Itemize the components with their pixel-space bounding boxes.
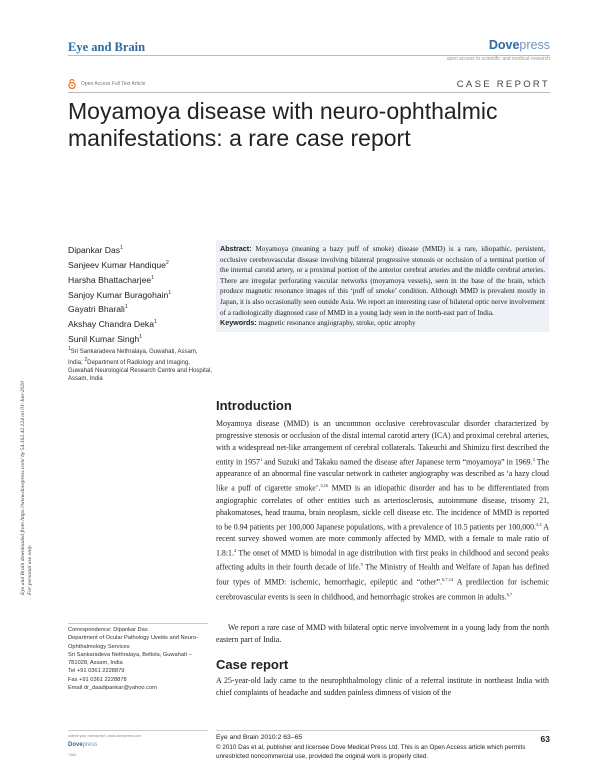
citation-ref[interactable]: 6,7,14	[441, 577, 454, 582]
download-watermark-line1: Eye and Brain downloaded from https://www.dovepress.com/ by 54.162.42.124 on 01-Jun-2020	[20, 381, 26, 595]
citation-ref[interactable]: 1	[259, 456, 263, 462]
author-sup: 1	[124, 304, 128, 311]
correspondence	[68, 626, 208, 692]
intro-text: A predilection for ischemic cerebrovascular events is seen in childhood, and hemorrhagic strokes are common in adults.	[216, 577, 549, 602]
author	[68, 301, 208, 316]
footer-publisher-logo	[68, 742, 97, 748]
author	[68, 272, 208, 287]
citation-ref[interactable]: 4	[233, 547, 237, 553]
correspondence-name: Correspondence: Dipankar Das	[68, 627, 148, 633]
citation-ref[interactable]: 6,7	[506, 591, 513, 597]
keywords-label: Keywords:	[220, 318, 257, 328]
author-name: Dipankar Das	[68, 244, 121, 255]
author-sup: 1	[168, 289, 172, 296]
author-name: Harsha Bhattacharjee	[68, 274, 152, 285]
affiliation-text: Sri Sankaradeva Nethralaya, Guwahati, Assam, India;	[68, 349, 198, 366]
publisher-tagline: open access to scientific and medical research	[446, 56, 550, 62]
author-name: Akshay Chandra Deka	[68, 319, 154, 330]
copyright-notice: © 2010 Das et al, publisher and licensee Dove Medical Press Ltd. This is an Open Access article which permits unrestricted noncommercial use, provided the original work is properly cited.	[216, 744, 526, 760]
footer-rule-left	[68, 730, 208, 731]
case-report-paragraph: A 25-year-old lady came to the neurophthalmology clinic of a referral institute in northeast India with chief complaints of headache and sudden painless dimness of vision of the	[216, 676, 549, 697]
citation-ref[interactable]: 3,16	[320, 483, 329, 489]
title-rule	[68, 92, 550, 93]
correspondence-dept: Department of Ocular Pathology Uveitis and Neuro-Ophthalmology Services	[68, 635, 198, 650]
author-name: Sunil Kumar Singh	[68, 334, 140, 345]
open-access-row	[68, 79, 145, 89]
affiliations	[68, 345, 213, 383]
author	[68, 331, 208, 346]
author-list	[68, 242, 208, 346]
correspondence-email[interactable]: Email dr_daadipankar@yahoo.com	[68, 685, 157, 692]
author-name: Sanjoy Kumar Buragohain	[68, 289, 169, 300]
introduction-paragraph-2: We report a rare case of MMD with bilateral optic nerve involvement in a young lady from the north eastern part of India.	[216, 623, 549, 644]
citation-ref[interactable]: 5	[360, 562, 363, 568]
author-sup: 2	[165, 259, 169, 266]
correspondence-fax: Fax +91 0361 2228878	[68, 676, 127, 683]
footer-rule-right	[216, 730, 549, 731]
intro-text: MMD is an idiopathic disorder and has to be differentiated from angiographic correlates of other entities such as arteriosclerosis, autoimmune disease, trisomy 21, phakomatoses, head trauma, brain neoplasm, sickle cell disease etc. The incidence of MMD is reported to be 0.94 patients per 100,000 Japanese populations, with a prevalence of 10.5 patients per 100,000.	[216, 483, 549, 532]
footer-citation: Eye and Brain 2010:2 63–65	[216, 734, 303, 741]
download-watermark	[20, 305, 32, 595]
author-sup: 1	[153, 319, 157, 326]
author-name: Sanjeev Kumar Handique	[68, 259, 166, 270]
affiliation-sup: 2	[84, 357, 88, 363]
publisher-logo	[489, 38, 550, 52]
download-watermark-line2: For personal use only.	[26, 544, 33, 595]
affiliation-sup: 1	[68, 346, 71, 352]
author-sup: 1	[120, 245, 123, 251]
author	[68, 242, 208, 257]
author-sup: 1	[139, 334, 142, 341]
abstract-text: Moyamoya (meaning a hazy puff of smoke) disease (MMD) is a rare, idiopathic, persistent, occlusive cerebrovascular disease involving bilateral progressive stenosis or occlusion of a terminal portion of the internal carotid artery, or a proximal portion of the anterior cerebral arteries and the middle cerebral arteries. There are irregular perforating vascular networks (moyamoya vessels), seen in the base of the brain, which produce magnetic resonance images of this ‘puff of smoke’ condition. Although MMD is prevalent mostly in Japan, it is also occasionally seen outside Asia. We report an interesting case of bilateral optic nerve involvement of a radiologically diagnosed case of MMD in a young lady seen in the north-east part of India.	[220, 245, 545, 317]
correspondence-address: Sri Sankaradeva Nethralaya, Beltola, Guwahati – 781028, Assam, India	[68, 651, 192, 667]
section-heading-case-report: Case report	[216, 657, 289, 672]
intro-text: The onset of MMD is bimodal in age distribution with first peaks in childhood and second peaks affecting adults in their fourth decade of life.	[216, 548, 549, 573]
footer-logo-light: press	[82, 742, 98, 748]
article-type: CASE REPORT	[456, 79, 550, 90]
citation-ref[interactable]: 2	[532, 456, 535, 462]
intro-text: and Suzuki and Takaku named the disease after Japanese term “moyamoya” in 1969.	[262, 457, 533, 467]
publisher-logo-light: press	[519, 38, 550, 52]
intro-text: Moyamoya disease (MMD) is an uncommon occlusive cerebrovascular disorder characterized by progressive stenosis or occlusion of the distal internal carotid artery (ICA) and proximal cerebral arteries, with a widespread net-like arrangement of cerebral collaterals. Takeuchi and Shimizu first described the entity in 1957	[216, 419, 549, 467]
correspondence-tel: Tel +91 0361 2228879	[68, 668, 125, 675]
abstract-label: Abstract:	[220, 244, 252, 253]
article-title: Moyamoya disease with neuro-ophthalmic manifestations: a rare case report	[68, 98, 498, 151]
abstract-box	[216, 240, 549, 332]
page-number: 63	[540, 734, 550, 744]
author	[68, 287, 208, 302]
footer-logo-bold: Dove	[68, 742, 83, 748]
author-name: Gayatri Bharali	[68, 304, 125, 315]
author-sup: 1	[151, 274, 154, 281]
intro-text: The Ministry of Health and Welfare of Japan has defined four types of MMD: ischemic, hemorrhagic, epileptic and “other”.	[216, 563, 549, 587]
intro-text: The appearance of an abnormal fine vascular network in catheter angiography was described as ‘a hazy cloud like a puff of cigarette smoke’.	[216, 457, 549, 493]
open-access-label: Open Access Full Text Article	[81, 81, 146, 87]
section-heading-introduction: Introduction	[216, 398, 292, 413]
footer-article-number: 7464	[68, 753, 76, 757]
author	[68, 257, 208, 272]
journal-name: Eye and Brain	[68, 40, 146, 54]
author	[68, 316, 208, 331]
publisher-logo-bold: Dove	[488, 38, 520, 52]
affiliation-text: Department of Radiology and Imaging, Guwahati Neurological Research Centre and Hospital, Assam, India	[68, 360, 213, 382]
submit-manuscript-link[interactable]: submit your manuscript | www.dovepress.com	[68, 734, 142, 738]
correspondence-rule	[68, 623, 208, 624]
open-access-icon	[68, 79, 76, 89]
keywords-text: magnetic resonance angiography, stroke, optic atrophy	[258, 319, 416, 328]
introduction-paragraph	[216, 418, 549, 603]
intro-text: A recent survey showed women are more commonly affected by MMD, with a female to male ratio of 1.8:1.	[216, 522, 549, 558]
citation-ref[interactable]: 3,4	[536, 521, 542, 527]
